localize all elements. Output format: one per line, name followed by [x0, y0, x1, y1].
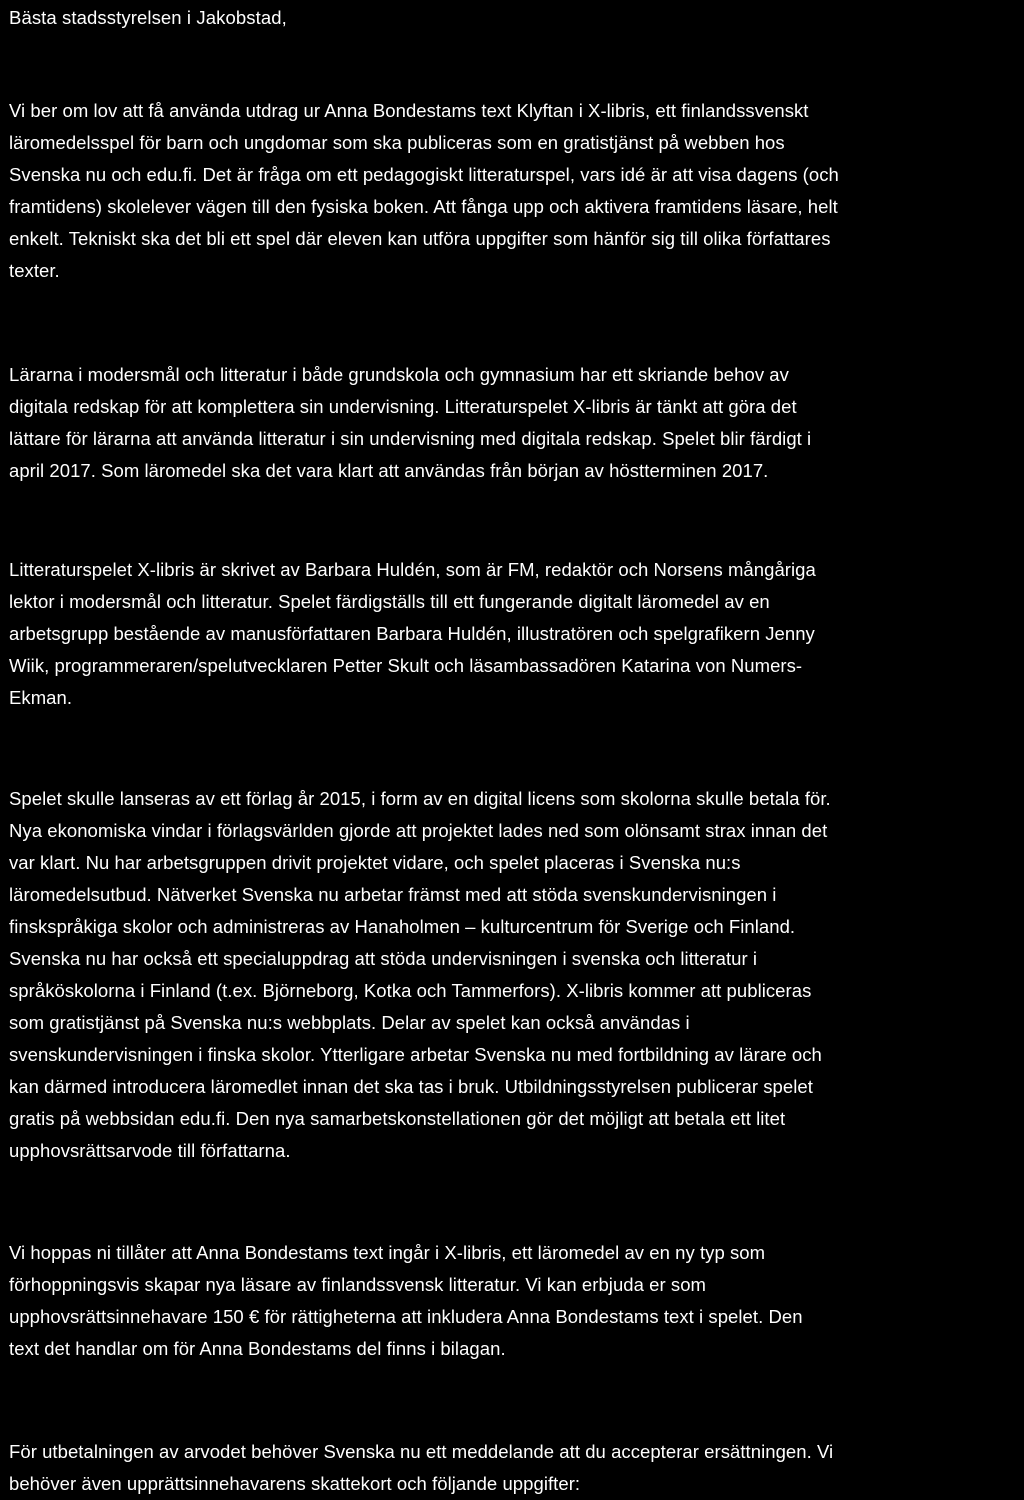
text-line: kan därmed introducera läromedlet innan det ska tas i bruk. Utbildningsstyrelsen publicerar spelet — [9, 1076, 813, 1097]
text-line: Svenska nu och edu.fi. Det är fråga om ett pedagogiskt litteraturspel, vars idé är att visa dagens (och — [9, 164, 839, 185]
text-line: Vi ber om lov att få använda utdrag ur Anna Bondestams text Klyftan i X-libris, ett finlandssvenskt — [9, 100, 809, 121]
text-line: förhoppningsvis skapar nya läsare av finlandssvensk litteratur. Vi kan erbjuda er som — [9, 1274, 706, 1295]
text-line: Nya ekonomiska vindar i förlagsvärlden gjorde att projektet lades ned som olönsamt strax innan det — [9, 820, 828, 841]
text-line: språköskolorna i Finland (t.ex. Björneborg, Kotka och Tammerfors). X-libris kommer att publiceras — [9, 980, 812, 1001]
text-line: Vi hoppas ni tillåter att Anna Bondestams text ingår i X-libris, ett läromedel av en ny typ som — [9, 1242, 766, 1263]
text-line: som gratistjänst på Svenska nu:s webbplats. Delar av spelet kan också användas i — [9, 1012, 690, 1033]
paragraph-teachers — [9, 359, 811, 487]
paragraph-authors — [9, 554, 816, 714]
text-line: svenskundervisningen i finska skolor. Ytterligare arbetar Svenska nu med fortbildning av lärare och — [9, 1044, 822, 1065]
text-line: april 2017. Som läromedel ska det vara klart att användas från början av höstterminen 2017. — [9, 460, 769, 481]
text-line: Ekman. — [9, 687, 73, 708]
text-line: Wiik, programmeraren/spelutvecklaren Petter Skult och läsambassadören Katarina von Numers- — [9, 655, 803, 676]
text-line: Spelet skulle lanseras av ett förlag år 2015, i form av en digital licens som skolorna skulle betala för. — [9, 788, 831, 809]
text-line: läromedelsspel för barn och ungdomar som ska publiceras som en gratistjänst på webben hos — [9, 132, 785, 153]
text-line: upphovsrättsarvode till författarna. — [9, 1140, 291, 1161]
text-line: Litteraturspelet X-libris är skrivet av Barbara Huldén, som är FM, redaktör och Norsens mångåriga — [9, 559, 816, 580]
salutation: Bästa stadsstyrelsen i Jakobstad, — [9, 7, 287, 28]
paragraph-request — [9, 95, 839, 287]
text-line: gratis på webbsidan edu.fi. Den nya samarbetskonstellationen gör det möjligt att betala ett litet — [9, 1108, 786, 1129]
paragraph-payment — [9, 1436, 833, 1500]
text-line: arbetsgrupp bestående av manusförfattaren Barbara Huldén, illustratören och spelgrafikern Jenny — [9, 623, 815, 644]
text-line: lättare för lärarna att använda litteratur i sin undervisning med digitala redskap. Spelet blir färdigt i — [9, 428, 812, 449]
text-line: För utbetalningen av arvodet behöver Svenska nu ett meddelande att du accepterar ersättningen. Vi — [9, 1441, 834, 1462]
text-line: Svenska nu har också ett specialuppdrag att stöda undervisningen i svenska och litteratur i — [9, 948, 758, 969]
paragraph-offer — [9, 1237, 803, 1365]
text-line: var klart. Nu har arbetsgruppen drivit projektet vidare, och spelet placeras i Svenska nu:s — [9, 852, 741, 873]
text-line: Lärarna i modersmål och litteratur i både grundskola och gymnasium har ett skriande behov av — [9, 364, 789, 385]
paragraph-history — [9, 783, 831, 1167]
text-line: lektor i modersmål och litteratur. Spelet färdigställs till ett fungerande digitalt läromedel av en — [9, 591, 770, 612]
text-line: framtidens) skolelever vägen till den fysiska boken. Att fånga upp och aktivera framtidens läsare, helt — [9, 196, 838, 217]
text-line: behöver även upprättsinnehavarens skattekort och följande uppgifter: — [9, 1473, 581, 1494]
text-line: texter. — [9, 260, 60, 281]
text-line: upphovsrättsinnehavare 150 € för rättigheterna att inkludera Anna Bondestams text i spelet. Den — [9, 1306, 803, 1327]
text-line: finskspråkiga skolor och administreras av Hanaholmen – kulturcentrum för Sverige och Finland. — [9, 916, 796, 937]
text-line: digitala redskap för att komplettera sin undervisning. Litteraturspelet X-libris är tänkt att göra det — [9, 396, 797, 417]
text-line: läromedelsutbud. Nätverket Svenska nu arbetar främst med att stöda svenskundervisningen i — [9, 884, 777, 905]
text-line: enkelt. Tekniskt ska det bli ett spel där eleven kan utföra uppgifter som hänför sig till olika författares — [9, 228, 831, 249]
text-line: text det handlar om för Anna Bondestams del finns i bilagan. — [9, 1338, 506, 1359]
